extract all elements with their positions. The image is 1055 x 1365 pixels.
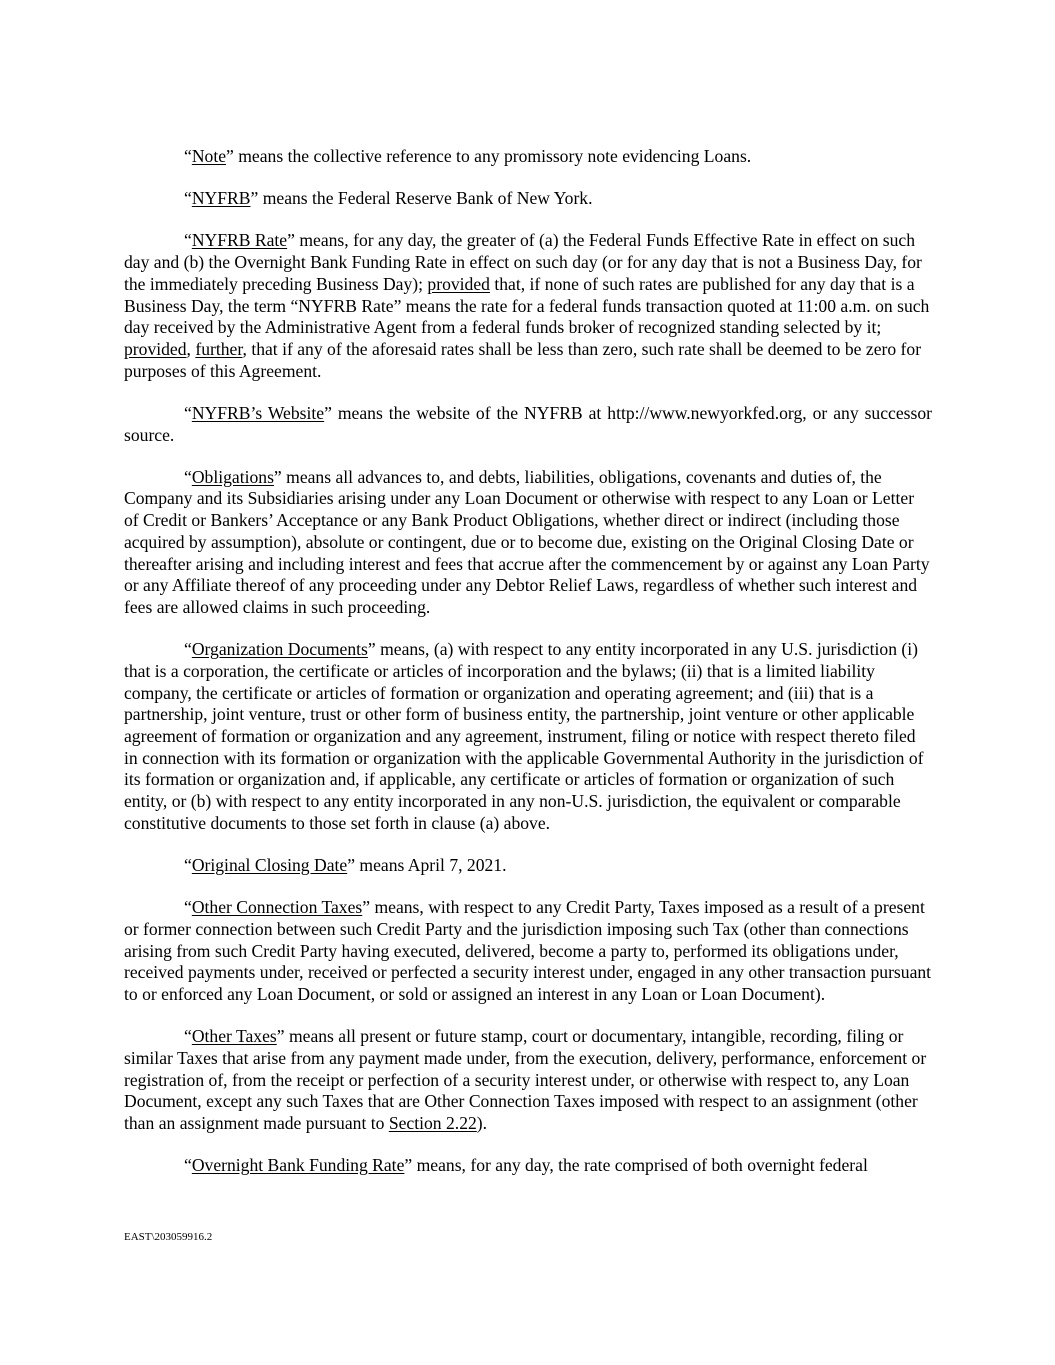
definition-text: means the Federal Reserve Bank of New York. [258,188,593,209]
defined-term: Note [191,146,227,166]
open-quote: “ [184,188,192,209]
definition-original-closing-date [124,855,932,877]
open-quote: “ [184,230,192,251]
definition-text: , that if any of the aforesaid rates shall be less than zero, such rate shall be deemed to be zero for purposes of this Agreement. [124,338,922,381]
close-quote: ” [287,230,295,251]
definition-overnight-bank-funding-rate [124,1155,932,1177]
document-id-footer: EAST\203059916.2 [124,1231,213,1243]
definition-text: means, for any day, the greater of (a) the Federal Funds Effective Rate in effect on such day and (b) the Overnight Bank Funding Rate in effect on such day (or for any day that is not a Business Day, for the immediately preceding Business Day); [124,230,922,294]
close-quote: ” [404,1155,413,1176]
definition-text: ). [476,1113,488,1134]
defined-term: NYFRB [191,188,251,209]
further-term: further [195,338,243,359]
defined-term: Other Connection Taxes [191,897,363,918]
close-quote: ” [250,188,259,209]
defined-term: Overnight Bank Funding Rate [191,1155,405,1176]
definition-nyfrb-rate [124,230,932,382]
defined-term: Other Taxes [191,1026,277,1047]
definition-nyfrb [124,188,932,210]
definition-text: means, (a) with respect to any entity incorporated in any U.S. jurisdiction (i) that is a corporation, the certificate or articles of incorporation and the bylaws; (ii) that is a limited liability company, the certificate or articles of formation or organization and operating agreement; and (iii) that is a partnership, joint venture, trust or other form of business entity, the partnership, joint venture or other applicable agreement of formation or organization and any agreement, instrument, filing or notice with respect thereto filed in connection with its formation or organization with the applicable Governmental Authority in the jurisdiction of its formation or organization and, if applicable, any certificate or articles of formation or organization of such entity, or (b) with respect to any entity incorporated in any non-U.S. jurisdiction, the equivalent or comparable constitutive documents to those set forth in clause (a) above. [124,639,924,833]
defined-term: Obligations [191,466,274,487]
open-quote: “ [184,402,192,423]
separator: , [186,338,196,359]
close-quote: ” [347,854,356,875]
provided-term: provided [427,273,490,294]
close-quote: ” [276,1026,285,1047]
defined-term: Organization Documents [191,639,368,660]
definition-other-connection-taxes [124,897,932,1006]
definition-other-taxes [124,1026,932,1135]
document-body [124,146,932,1197]
open-quote: “ [184,466,192,487]
close-quote: ” [273,466,282,487]
definition-text: means all present or future stamp, court or documentary, intangible, recording, filing or similar Taxes that arise from any payment made under, from the execution, delivery, performance, enforcement or registration of, from the receipt or perfection of a security interest under, or otherwise with respect to, any Loan Document, except any such Taxes that are Other Connection Taxes imposed with respect to an assignment (other than an assignment made pursuant to [124,1026,927,1134]
close-quote: ” [226,146,234,166]
defined-term: Original Closing Date [191,854,348,875]
close-quote: ” [367,639,376,660]
close-quote: ” [362,897,371,918]
definition-text: means all advances to, and debts, liabilities, obligations, covenants and duties of, the Company and its Subsidiaries arising under any Loan Document or otherwise with respect to any Loan or Letter of Credit or Bankers’ Acceptance or any Bank Product Obligations, whether direct or indirect (including those acquired by assumption), absolute or contingent, due or to become due, existing on the Original Closing Date or thereafter arising and including interest and fees that accrue after the commencement by or against any Loan Party or any Affiliate thereof of any proceeding under any Debtor Relief Laws, regardless of whether such interest and fees are allowed claims in such proceeding. [124,466,930,617]
definition-text: means the collective reference to any promissory note evidencing Loans. [233,146,752,166]
definition-text: means, with respect to any Credit Party, Taxes imposed as a result of a present or former connection between such Credit Party and the jurisdiction imposing such Tax (other than connections arising from such Credit Party having executed, delivered, become a party to, performed its obligations under, received payments under, received or perfected a security interest under, engaged in any other transaction pursuant to or enforced any Loan Document, or sold or assigned an interest in any Loan or Loan Document). [124,897,932,1004]
definition-obligations [124,467,932,619]
definition-note [124,146,932,168]
close-quote: ” [324,402,332,423]
definition-text: means April 7, 2021. [355,854,507,875]
definition-text: means, for any day, the rate comprised of both overnight federal [412,1155,868,1176]
section-reference: Section 2.22 [388,1113,477,1134]
defined-term: NYFRB’s Website [191,402,325,423]
definition-nyfrb-website [124,403,932,446]
open-quote: “ [184,854,192,875]
open-quote: “ [184,639,192,660]
open-quote: “ [184,1155,192,1176]
open-quote: “ [184,1026,192,1047]
definition-text: that, if none of such rates are published for any day that is a Business Day, the term “NYFRB Rate” means the rate for a federal funds transaction quoted at 11:00 a.m. on such day received by the Administrative Agent from a federal funds broker of recognized standing selected by it; [124,273,930,338]
provided-term: provided [124,338,187,359]
definition-organization-documents [124,639,932,834]
definition-text: means the website of the NYFRB at http://www.newyorkfed.org, or any successor source. [124,402,933,445]
defined-term: NYFRB Rate [191,230,288,251]
open-quote: “ [184,146,192,166]
open-quote: “ [184,897,192,918]
